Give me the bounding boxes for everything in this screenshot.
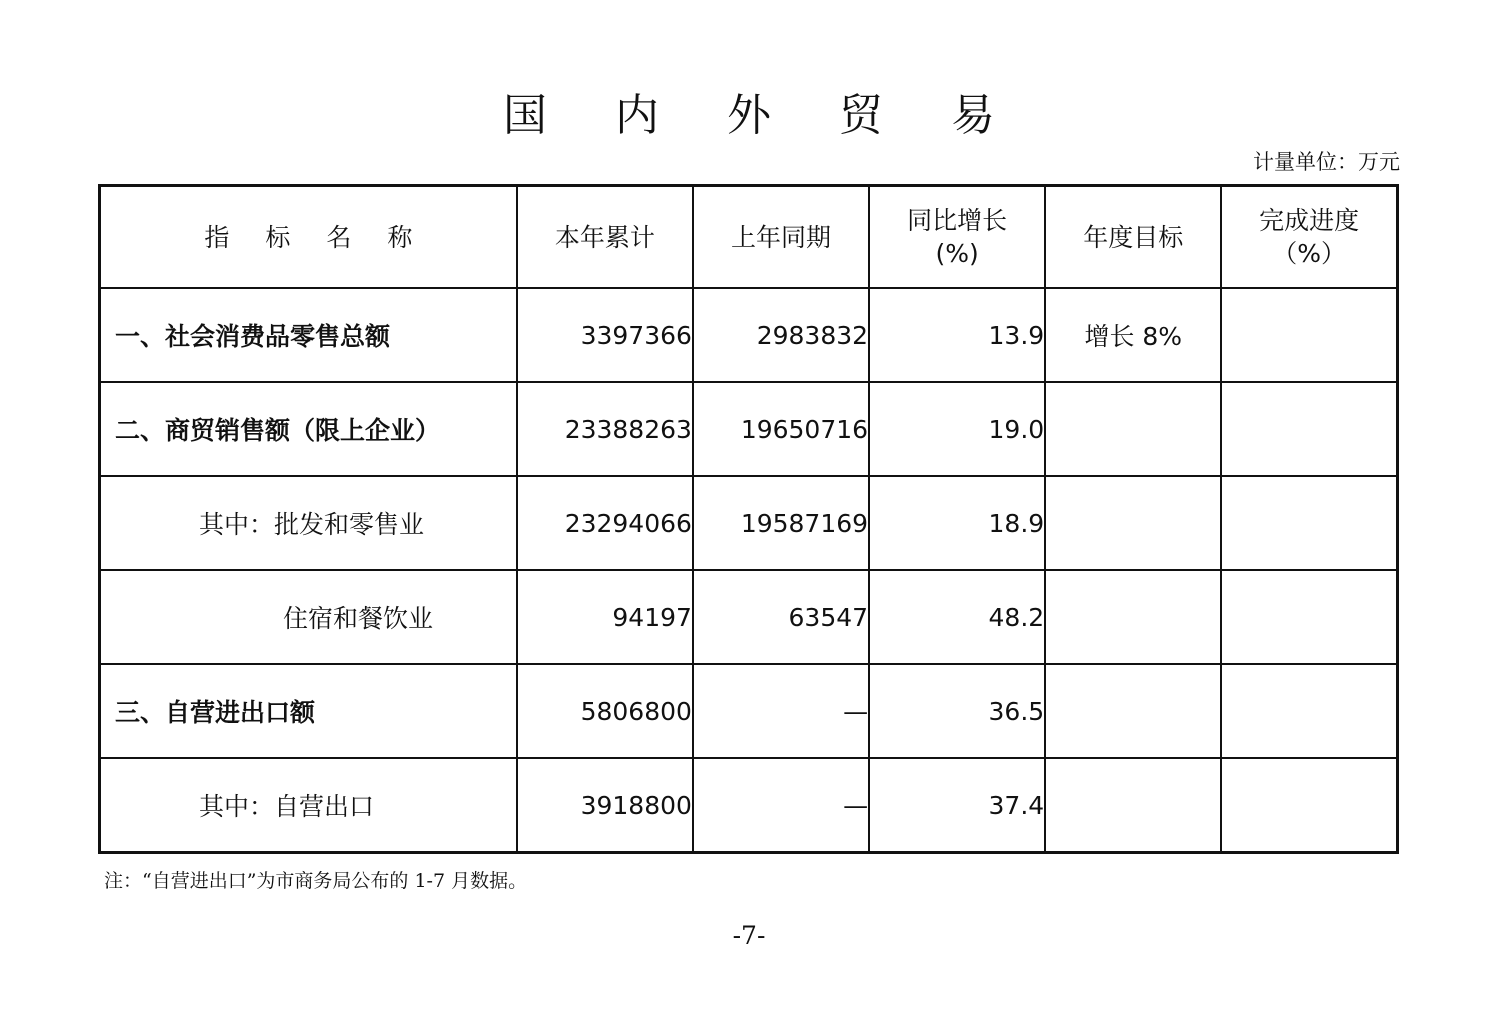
header-current-year: 本年累计 — [517, 186, 693, 289]
title-char: 易 — [951, 90, 995, 141]
title-char: 贸 — [839, 90, 883, 141]
row-current: 5806800 — [517, 664, 693, 758]
table-row — [100, 476, 1398, 570]
header-growth — [869, 186, 1045, 289]
row-growth: 18.9 — [869, 476, 1045, 570]
row-target — [1045, 476, 1221, 570]
table-header-row — [100, 186, 1398, 289]
table-row — [100, 382, 1398, 476]
header-indicator-name — [100, 186, 517, 289]
row-target — [1045, 570, 1221, 664]
row-current: 3397366 — [517, 288, 693, 382]
title-char: 外 — [727, 90, 771, 141]
row-current: 23388263 — [517, 382, 693, 476]
row-name: 住宿和餐饮业 — [100, 570, 517, 664]
trade-table — [98, 184, 1399, 854]
header-last-year: 上年同期 — [693, 186, 869, 289]
header-progress-line1: 完成进度 — [1259, 206, 1360, 235]
header-char: 指 — [204, 222, 230, 252]
row-last-year: — — [693, 664, 869, 758]
footnote: 注：“自营进出口”为市商务局公布的 1-7 月数据。 — [104, 870, 528, 892]
header-growth-line1: 同比增长 — [907, 206, 1008, 235]
row-progress — [1221, 476, 1397, 570]
unit-label: 计量单位：万元 — [1253, 150, 1400, 174]
title-char: 国 — [503, 90, 547, 141]
table-row — [100, 758, 1398, 853]
header-growth-line2: (%) — [935, 239, 979, 268]
row-growth: 37.4 — [869, 758, 1045, 853]
header-progress-line2: （%） — [1272, 239, 1347, 268]
row-last-year: 63547 — [693, 570, 869, 664]
header-char: 名 — [326, 222, 352, 252]
row-progress — [1221, 288, 1397, 382]
row-last-year: 19650716 — [693, 382, 869, 476]
header-char: 称 — [387, 222, 413, 252]
row-progress — [1221, 664, 1397, 758]
row-target — [1045, 382, 1221, 476]
row-name: 其中：批发和零售业 — [100, 476, 517, 570]
row-name: 其中：自营出口 — [100, 758, 517, 853]
row-growth: 13.9 — [869, 288, 1045, 382]
row-name: 三、自营进出口额 — [100, 664, 517, 758]
row-target: 增长 8% — [1045, 288, 1221, 382]
row-last-year: — — [693, 758, 869, 853]
header-char: 标 — [265, 222, 291, 252]
page-title — [0, 88, 1498, 144]
header-progress — [1221, 186, 1397, 289]
header-target: 年度目标 — [1045, 186, 1221, 289]
row-growth: 48.2 — [869, 570, 1045, 664]
table-row — [100, 664, 1398, 758]
row-growth: 19.0 — [869, 382, 1045, 476]
row-current: 3918800 — [517, 758, 693, 853]
row-last-year: 19587169 — [693, 476, 869, 570]
table-row — [100, 570, 1398, 664]
title-char: 内 — [615, 90, 659, 141]
row-growth: 36.5 — [869, 664, 1045, 758]
row-last-year: 2983832 — [693, 288, 869, 382]
row-progress — [1221, 382, 1397, 476]
row-progress — [1221, 758, 1397, 853]
row-progress — [1221, 570, 1397, 664]
page-number: -7- — [732, 921, 766, 950]
row-current: 23294066 — [517, 476, 693, 570]
row-name: 一、社会消费品零售总额 — [100, 288, 517, 382]
row-target — [1045, 664, 1221, 758]
row-target — [1045, 758, 1221, 853]
table-row — [100, 288, 1398, 382]
row-name: 二、商贸销售额（限上企业） — [100, 382, 517, 476]
row-current: 94197 — [517, 570, 693, 664]
